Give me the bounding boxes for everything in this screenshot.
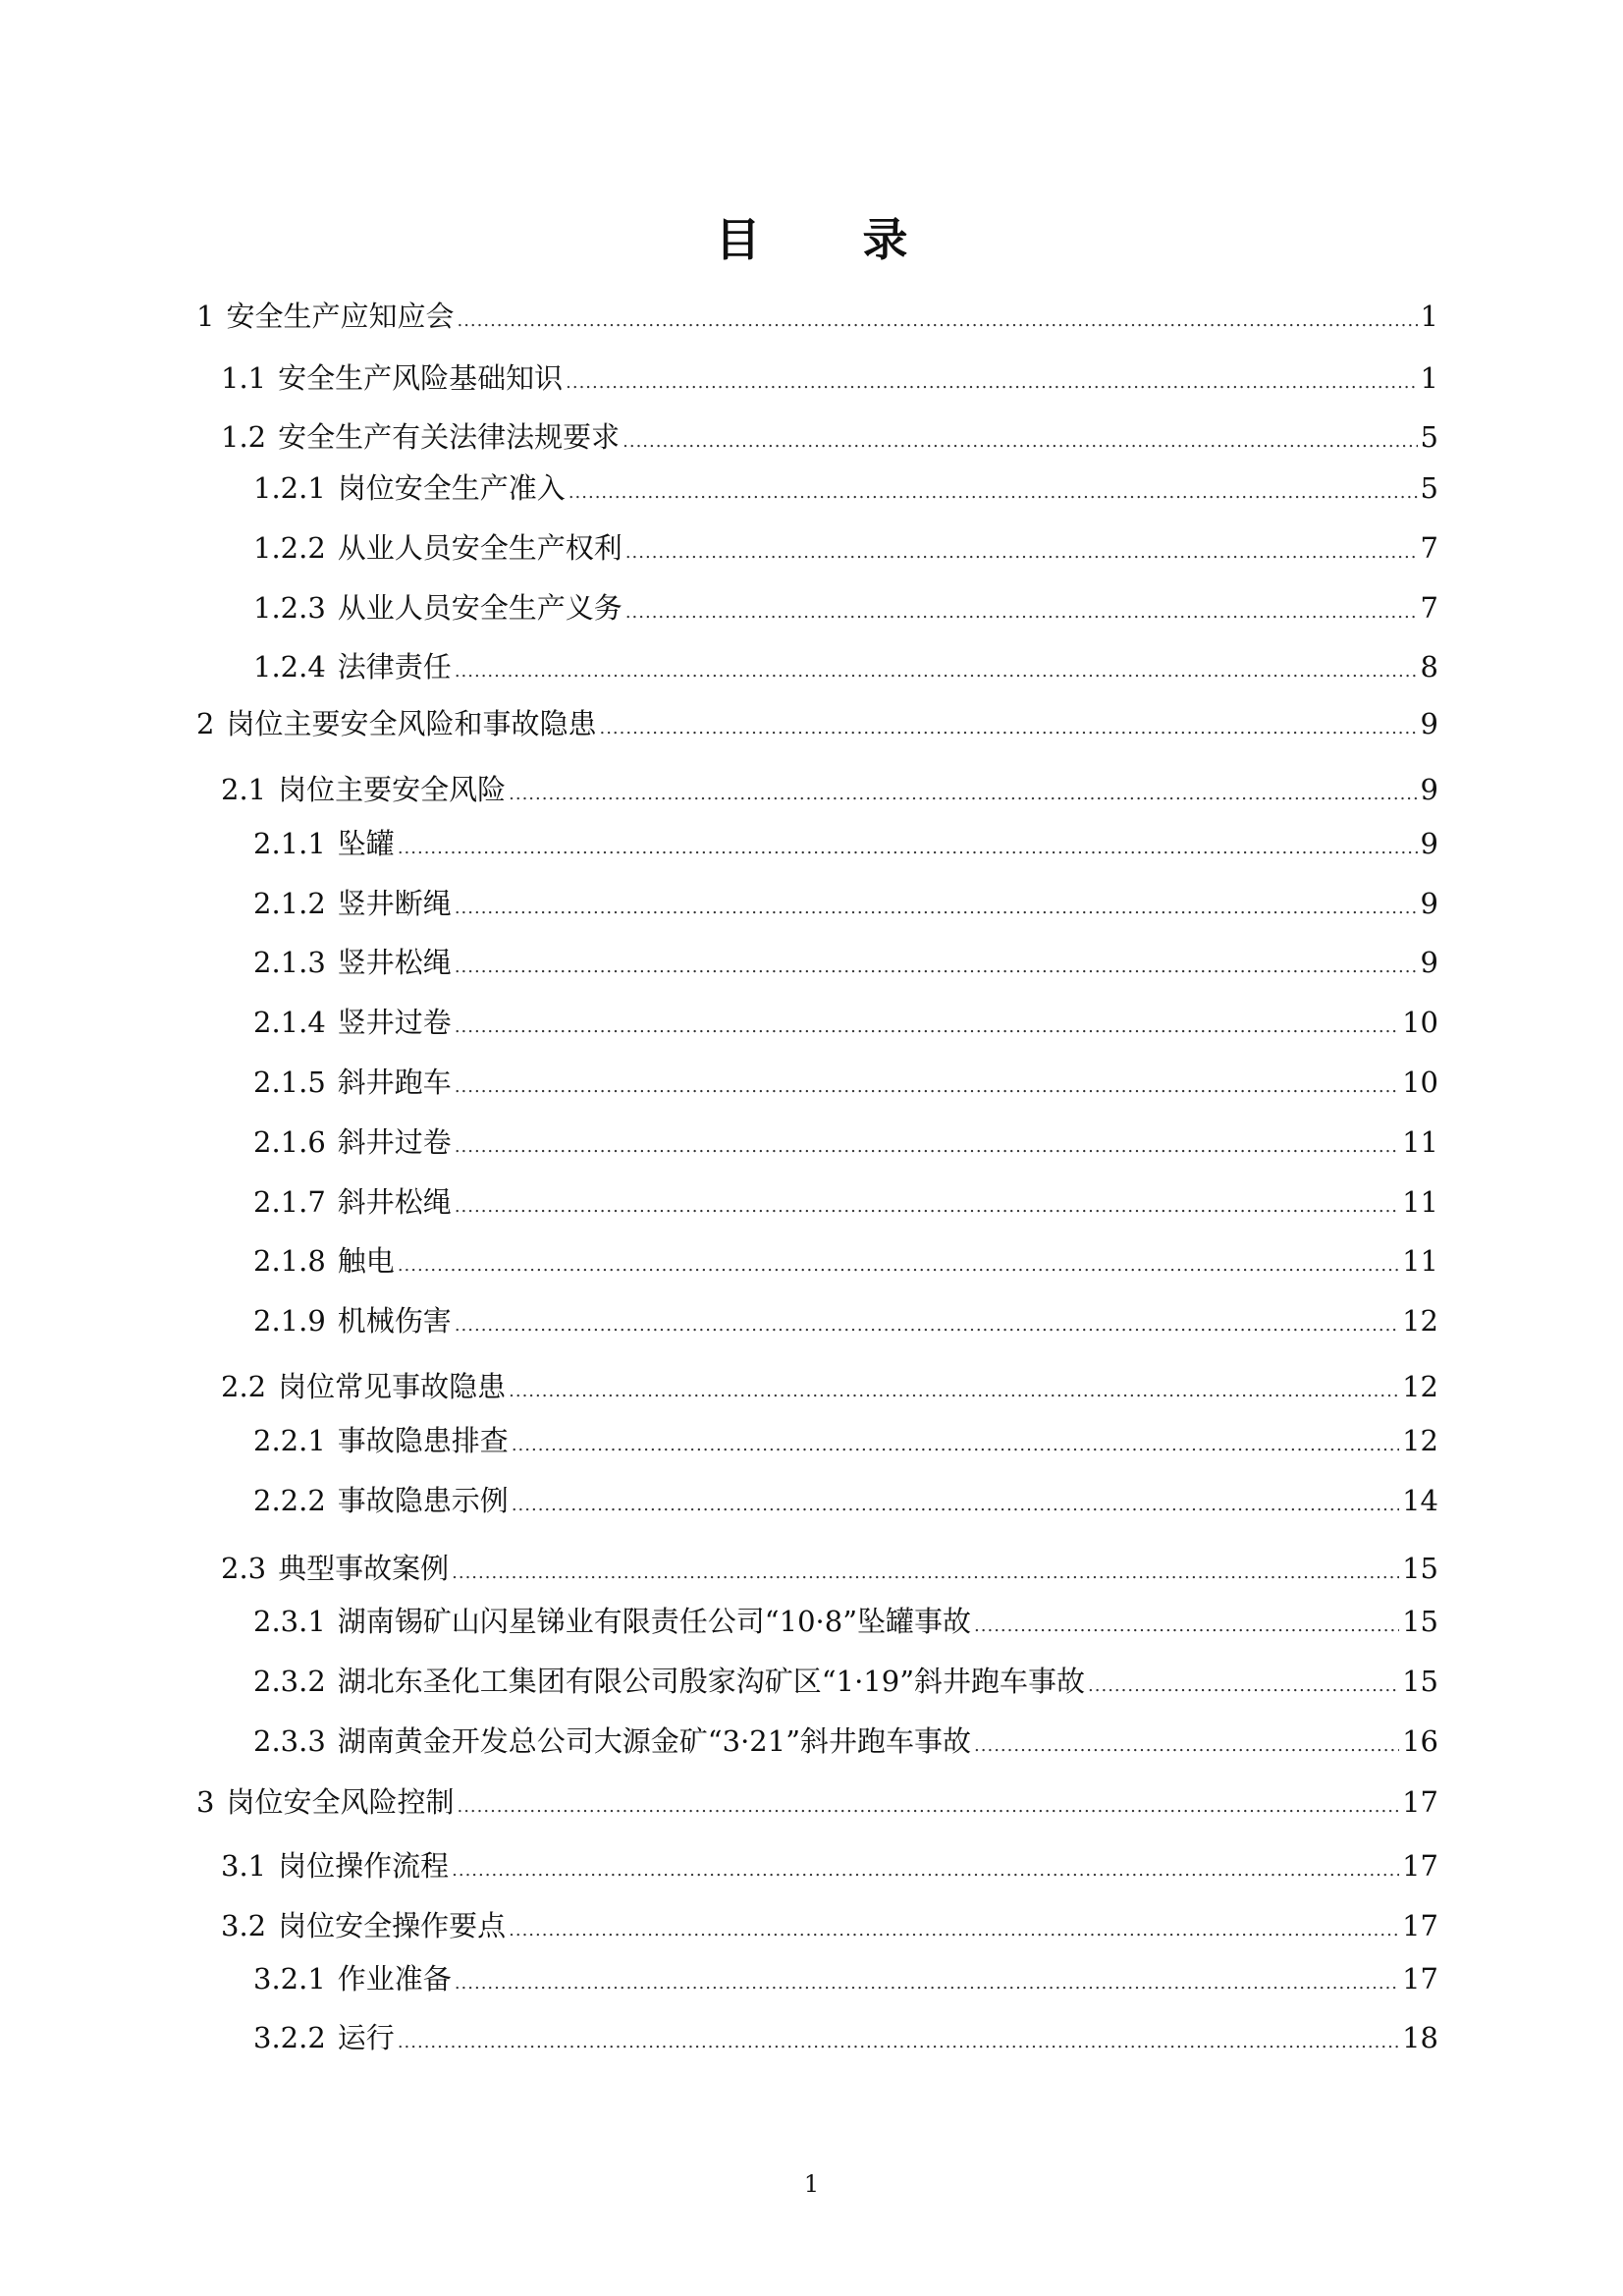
toc-entry[interactable] [221,419,1438,455]
toc-dot-leader [509,1374,1399,1409]
toc-entry[interactable] [221,1848,1438,1884]
toc-dot-leader [509,777,1417,812]
toc-entry-number: 1 [196,300,215,333]
toc-entry[interactable] [253,1723,1438,1759]
toc-entry-title: 机械伤害 [337,1304,452,1338]
toc-entry[interactable] [253,945,1438,980]
toc-entry-title: 安全生产有关法律法规要求 [278,420,621,454]
toc-dot-leader [455,1010,1399,1045]
toc-entry-title: 岗位安全风险控制 [226,1785,455,1819]
toc-entry-number: 1.2.1 [253,471,326,505]
toc-entry-page: 9 [1420,946,1438,979]
toc-dot-leader [455,950,1418,985]
toc-dot-leader [568,475,1418,511]
toc-entry-title: 岗位操作流程 [278,1849,450,1883]
toc-dot-leader [599,711,1417,746]
toc-entry-page: 1 [1420,300,1438,333]
toc-entry[interactable] [221,360,1438,396]
toc-entry-number: 2.3.1 [253,1605,326,1638]
toc-entry[interactable] [253,1961,1438,1996]
toc-entry-page: 18 [1402,2021,1438,2054]
toc-entry-page: 7 [1420,591,1438,625]
toc-entry-page: 11 [1402,1244,1438,1278]
toc-entry[interactable] [253,2020,1438,2055]
toc-entry[interactable] [253,1065,1438,1100]
toc-entry-number: 2.1.7 [253,1185,326,1219]
toc-entry-page: 12 [1402,1370,1438,1403]
toc-entry-page: 1 [1420,361,1438,395]
toc-entry-title: 事故隐患排查 [337,1424,509,1457]
toc-dot-leader [974,1609,1399,1644]
toc-dot-leader [455,654,1418,689]
toc-entry-title: 斜井跑车 [337,1066,452,1099]
toc-dot-leader [452,1853,1399,1888]
toc-entry-number: 3.2 [221,1909,267,1942]
toc-entry-page: 9 [1420,887,1438,920]
toc-entry-title: 事故隐患示例 [337,1484,509,1517]
toc-entry-title: 竖井松绳 [337,946,452,979]
toc-entry[interactable] [253,1124,1438,1160]
toc-dot-leader [452,1556,1399,1591]
toc-entry[interactable] [253,1005,1438,1040]
toc-entry-page: 7 [1420,531,1438,565]
toc-entry-number: 1.2.4 [253,650,326,683]
toc-entry[interactable] [253,530,1438,566]
toc-entry-title: 湖南锡矿山闪星锑业有限责任公司“10·8”坠罐事故 [337,1605,972,1638]
toc-entry[interactable] [196,706,1438,741]
toc-dot-leader [455,1189,1399,1225]
toc-entry-title: 岗位主要安全风险 [278,773,507,806]
toc-dot-leader [398,831,1418,866]
toc-entry-title: 岗位安全操作要点 [278,1909,507,1942]
toc-entry-page: 17 [1402,1909,1438,1942]
toc-entry[interactable] [221,1908,1438,1943]
toc-dot-leader [566,365,1417,401]
toc-entry-title: 典型事故案例 [278,1552,450,1585]
toc-entry-page: 11 [1402,1185,1438,1219]
toc-entry-number: 2.1.4 [253,1006,326,1039]
toc-entry-number: 2.2.1 [253,1424,326,1457]
toc-entry-title: 斜井过卷 [337,1125,452,1159]
toc-entry-number: 2.1.8 [253,1244,326,1278]
toc-entry-title: 从业人员安全生产权利 [337,531,622,565]
toc-dot-leader [398,1248,1399,1284]
toc-dot-leader [455,1129,1399,1165]
title-char-1: 目 [715,213,761,266]
toc-entry[interactable] [253,1664,1438,1699]
toc-entry-title: 岗位常见事故隐患 [278,1370,507,1403]
toc-entry[interactable] [196,1784,1438,1820]
toc-entry-number: 2.2.2 [253,1484,326,1517]
toc-dot-leader [398,2025,1399,2060]
page-number: 1 [803,2170,820,2198]
toc-entry[interactable] [253,649,1438,684]
toc-dot-leader [974,1728,1399,1764]
toc-entry-number: 2.1.5 [253,1066,326,1099]
toc-entry[interactable] [253,590,1438,626]
toc-entry-number: 2 [196,707,215,740]
toc-entry-title: 斜井松绳 [337,1185,452,1219]
toc-entry[interactable] [253,470,1438,506]
toc-entry-title: 竖井过卷 [337,1006,452,1039]
toc-entry[interactable] [221,772,1438,807]
toc-entry-title: 作业准备 [337,1962,452,1995]
toc-entry-number: 2.3 [221,1552,267,1585]
toc-entry-number: 1.2 [221,420,267,454]
toc-entry-number: 3.2.2 [253,2021,326,2054]
toc-entry-number: 2.3.3 [253,1724,326,1758]
toc-entry-page: 10 [1402,1066,1438,1099]
toc-entry-title: 安全生产应知应会 [226,300,455,333]
toc-entry-page: 11 [1402,1125,1438,1159]
toc-dot-leader [457,303,1417,339]
toc-entry-number: 2.1.1 [253,827,326,860]
toc-entry[interactable] [253,1604,1438,1639]
toc-entry-number: 3 [196,1785,215,1819]
toc-dot-leader [455,891,1418,926]
toc-entry-number: 2.2 [221,1370,267,1403]
toc-entry-number: 2.1.3 [253,946,326,979]
toc-entry-page: 17 [1402,1962,1438,1995]
toc-entry[interactable] [253,1243,1438,1279]
toc-entry-title: 安全生产风险基础知识 [278,361,564,395]
toc-entry-number: 2.1 [221,773,267,806]
toc-entry-page: 5 [1420,471,1438,505]
toc-entry-page: 9 [1420,827,1438,860]
toc-dot-leader [455,1308,1399,1343]
toc-entry-title: 坠罐 [337,827,395,860]
toc-dot-leader [512,1488,1399,1523]
toc-entry-number: 2.1.6 [253,1125,326,1159]
toc-entry-page: 8 [1420,650,1438,683]
toc-entry-page: 17 [1402,1849,1438,1883]
toc-entry-page: 16 [1402,1724,1438,1758]
toc-entry-page: 15 [1402,1665,1438,1698]
toc-entry-number: 2.1.2 [253,887,326,920]
toc-entry-title: 岗位主要安全风险和事故隐患 [226,707,597,740]
toc-dot-leader [1088,1668,1399,1704]
toc-entry[interactable] [196,299,1438,334]
toc-entry-page: 12 [1402,1424,1438,1457]
toc-entry-page: 10 [1402,1006,1438,1039]
toc-entry-number: 3.1 [221,1849,267,1883]
toc-entry[interactable] [253,826,1438,861]
toc-entry-page: 9 [1420,773,1438,806]
toc-entry-title: 从业人员安全生产义务 [337,591,622,625]
toc-dot-leader [457,1789,1399,1825]
toc-entry-number: 1.1 [221,361,267,395]
toc-entry[interactable] [221,1551,1438,1586]
toc-entry[interactable] [253,886,1438,921]
toc-entry-title: 湖北东圣化工集团有限公司殷家沟矿区“1·19”斜井跑车事故 [337,1665,1086,1698]
toc-entry-page: 9 [1420,707,1438,740]
toc-entry-number: 1.2.2 [253,531,326,565]
toc-entry-page: 15 [1402,1552,1438,1585]
toc-dot-leader [625,595,1418,630]
toc-entry-title: 岗位安全生产准入 [337,471,566,505]
toc-entry[interactable] [221,1369,1438,1404]
toc-entry-page: 15 [1402,1605,1438,1638]
toc-dot-leader [512,1428,1399,1463]
toc-dot-leader [625,535,1418,571]
toc-entry[interactable] [253,1483,1438,1518]
toc-entry-title: 法律责任 [337,650,452,683]
toc-dot-leader [455,1069,1399,1105]
toc-entry-page: 17 [1402,1785,1438,1819]
toc-entry-page: 14 [1402,1484,1438,1517]
toc-entry[interactable] [253,1423,1438,1458]
toc-entry-page: 5 [1420,420,1438,454]
toc-entry-title: 湖南黄金开发总公司大源金矿“3·21”斜井跑车事故 [337,1724,972,1758]
toc-entry-title: 竖井断绳 [337,887,452,920]
toc-entry-number: 2.1.9 [253,1304,326,1338]
toc-entry-page: 12 [1402,1304,1438,1338]
toc-dot-leader [509,1913,1399,1948]
toc-entry-title: 运行 [337,2021,395,2054]
toc-entry-title: 触电 [337,1244,395,1278]
toc-entry-number: 3.2.1 [253,1962,326,1995]
toc-entry[interactable] [253,1303,1438,1339]
toc-entry[interactable] [253,1184,1438,1220]
toc-dot-leader [622,424,1417,460]
toc-entry-number: 2.3.2 [253,1665,326,1698]
title-char-2: 录 [862,213,908,266]
toc-dot-leader [455,1966,1399,2001]
toc-entry-number: 1.2.3 [253,591,326,625]
